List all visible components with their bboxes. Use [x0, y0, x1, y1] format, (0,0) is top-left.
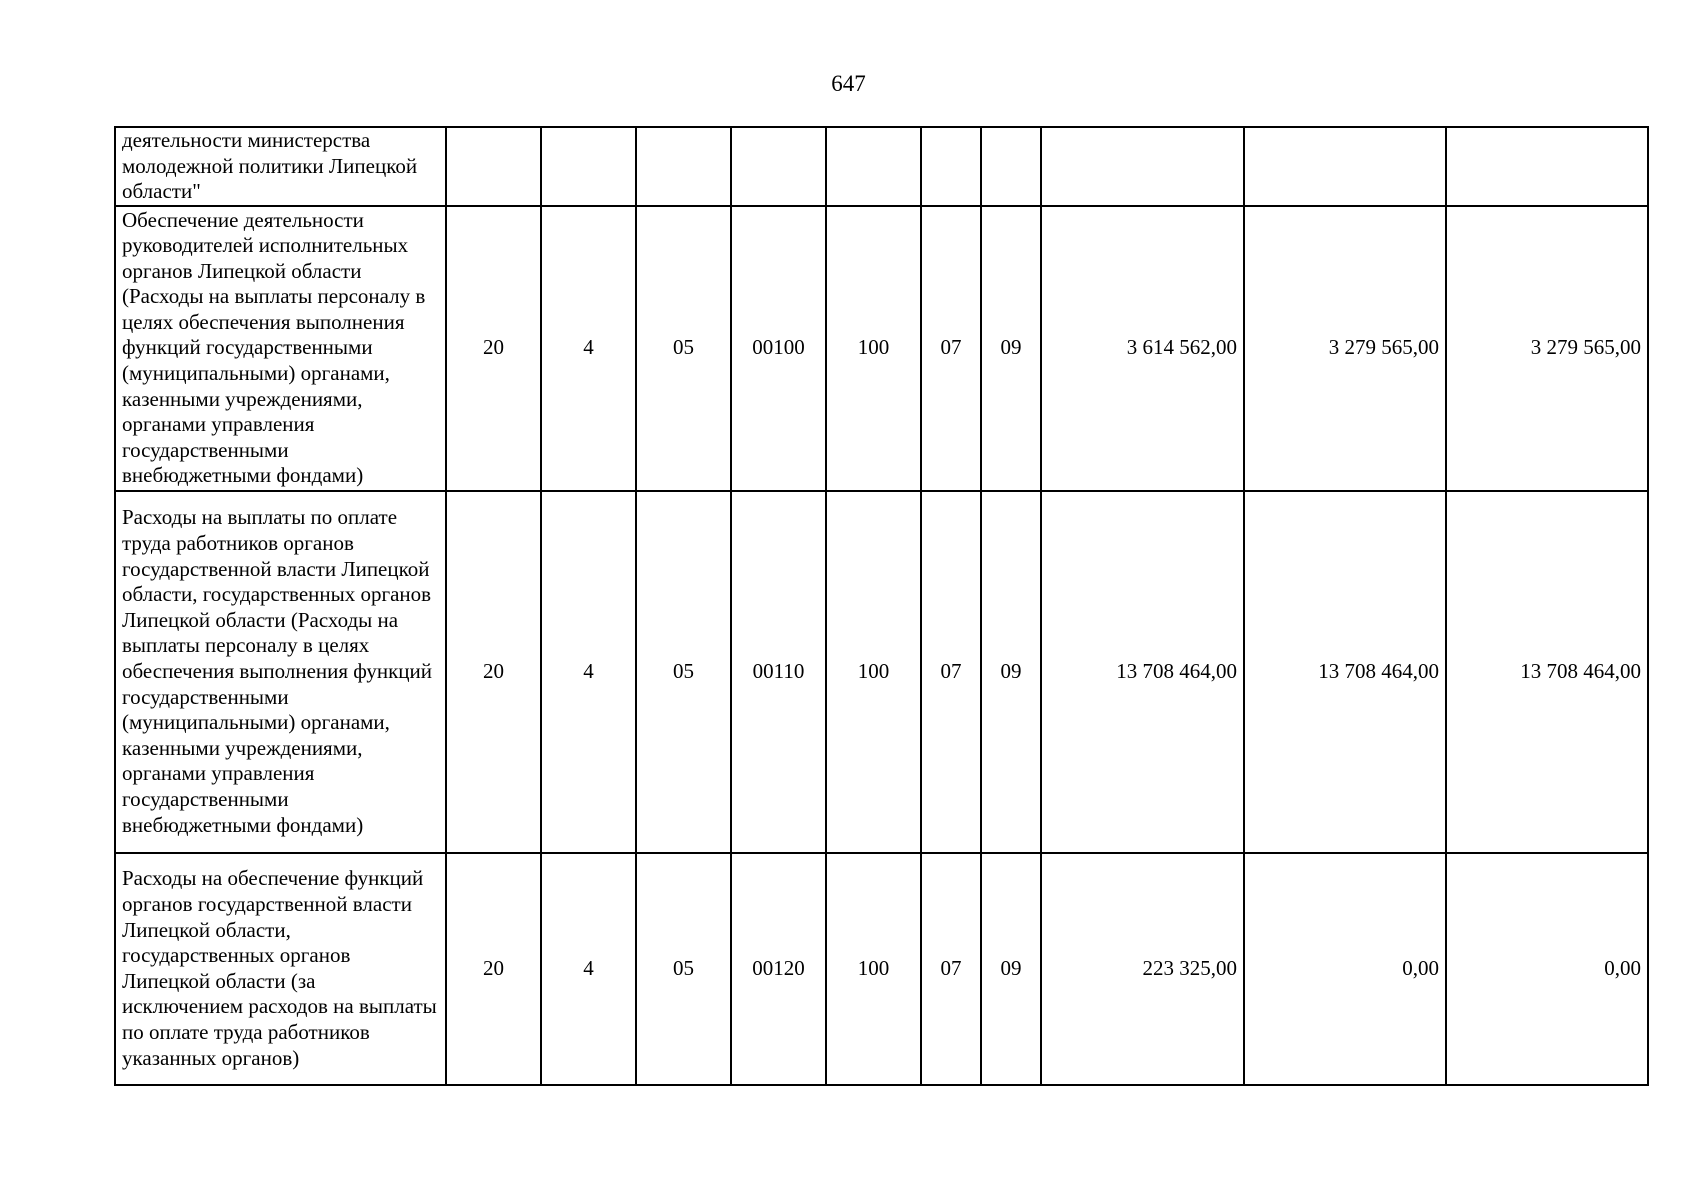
page-number: 647: [831, 71, 866, 96]
code-cell: 09: [981, 491, 1041, 853]
code-cell: 00120: [731, 853, 826, 1085]
amount-cell: 3 279 565,00: [1446, 206, 1648, 491]
code-cell: 05: [636, 206, 731, 491]
code-cell: 100: [826, 206, 921, 491]
amount-cell: 0,00: [1244, 853, 1446, 1085]
amount-cell: 13 708 464,00: [1244, 491, 1446, 853]
code-cell: [921, 127, 981, 206]
code-cell: 09: [981, 206, 1041, 491]
code-cell: 20: [446, 853, 541, 1085]
amount-cell: 0,00: [1446, 853, 1648, 1085]
table-row: [115, 853, 1648, 1085]
budget-table: [114, 126, 1649, 1086]
code-cell: [826, 127, 921, 206]
amount-cell: [1041, 127, 1244, 206]
code-cell: 100: [826, 491, 921, 853]
code-cell: 05: [636, 853, 731, 1085]
table-row: [115, 491, 1648, 853]
amount-cell: 13 708 464,00: [1041, 491, 1244, 853]
code-cell: 07: [921, 491, 981, 853]
table-row: [115, 206, 1648, 491]
code-cell: [731, 127, 826, 206]
code-cell: 00100: [731, 206, 826, 491]
code-cell: 4: [541, 491, 636, 853]
amount-cell: [1446, 127, 1648, 206]
code-cell: 00110: [731, 491, 826, 853]
code-cell: 20: [446, 491, 541, 853]
code-cell: 07: [921, 206, 981, 491]
expense-name-cell: Расходы на обеспечение функций органов государственной власти Липецкой области, государственных органов Липецкой области (за исключением расходов на выплаты по оплате труда работников указанных органов): [115, 853, 446, 1085]
expense-name-cell: деятельности министерства молодежной политики Липецкой области": [115, 127, 446, 206]
amount-cell: 13 708 464,00: [1446, 491, 1648, 853]
amount-cell: 223 325,00: [1041, 853, 1244, 1085]
code-cell: [636, 127, 731, 206]
amount-cell: [1244, 127, 1446, 206]
code-cell: [541, 127, 636, 206]
code-cell: 20: [446, 206, 541, 491]
code-cell: [446, 127, 541, 206]
code-cell: [981, 127, 1041, 206]
amount-cell: 3 279 565,00: [1244, 206, 1446, 491]
code-cell: 09: [981, 853, 1041, 1085]
expense-name-cell: Обеспечение деятельности руководителей исполнительных органов Липецкой области (Расходы на выплаты персоналу в целях обеспечения выполнения функций государственными (муниципальными) органами, казенными учреждениями, органами управления государственными внебюджетными фондами): [115, 206, 446, 491]
code-cell: 05: [636, 491, 731, 853]
expense-name-cell: Расходы на выплаты по оплате труда работников органов государственной власти Липецкой области, государственных органов Липецкой области (Расходы на выплаты персоналу в целях обеспечения выполнения функций государственными (муниципальными) органами, казенными учреждениями, органами управления государственными внебюджетными фондами): [115, 491, 446, 853]
code-cell: 4: [541, 853, 636, 1085]
table-row: [115, 127, 1648, 206]
code-cell: 4: [541, 206, 636, 491]
amount-cell: 3 614 562,00: [1041, 206, 1244, 491]
code-cell: 100: [826, 853, 921, 1085]
code-cell: 07: [921, 853, 981, 1085]
